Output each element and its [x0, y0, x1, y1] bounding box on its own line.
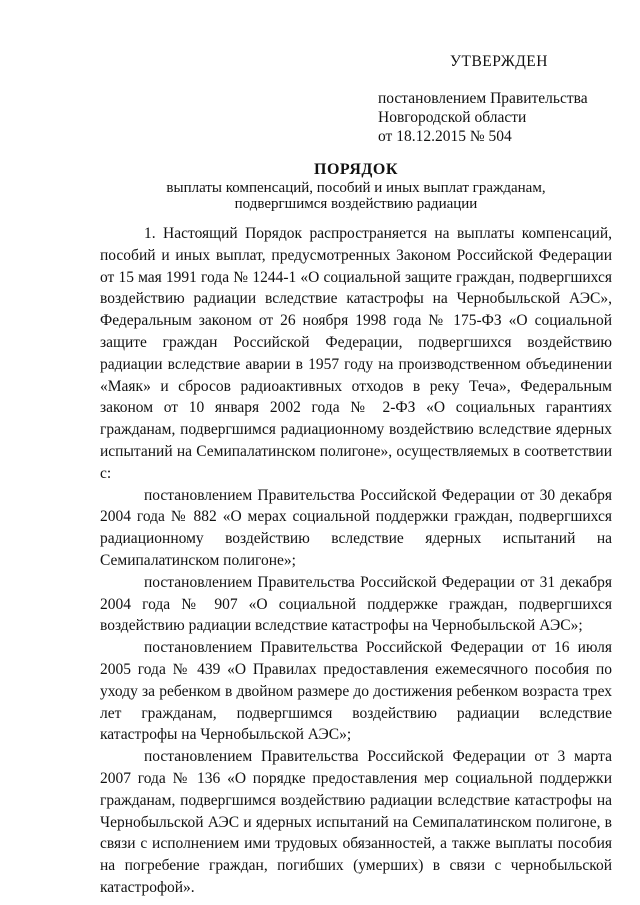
paragraph-3: постановлением Правительства Российской Федерации от 31 декабря 2004 года № 907 «О социальной поддержке граждан, подвергшихся воздействию радиации вследствие катастрофы на Чернобыльской АЭС»;: [100, 573, 612, 635]
paragraph-1: 1. Настоящий Порядок распространяется на выплаты компенсаций, пособий и иных выплат, предусмотренных Законом Российской Федерации от 15 мая 1991 года № 1244-1 «О социальной защите граждан, подвергшихся воздействию радиации вследствие катастрофы на Чернобыльской АЭС», Федеральным законом от 26 ноября 1998 года № 175-ФЗ «О социальной защите граждан Российской Федерации, подвергшихся воздействию радиации вследствие аварии в 1957 году на производственном объединении «Маяк» и сбросов радиоактивных отходов в реку Теча», Федеральным законом от 10 января 2002 года № 2-ФЗ «О социальных гарантиях гражданам, подвергшимся радиационному воздействию вследствие ядерных испытаний на Семипалатинском полигоне», осуществляемых в соответствии с:: [100, 225, 612, 482]
approval-line-1: постановлением Правительства: [378, 90, 588, 107]
document-subtitle-line-2: подвергшимся воздействию радиации: [234, 196, 478, 212]
document-header: [100, 160, 612, 212]
document-body: [100, 223, 612, 899]
approval-line-3: от 18.12.2015 № 504: [378, 128, 512, 145]
approval-heading: УТВЕРЖДЕН: [450, 53, 548, 70]
approval-line-2: Новгородской области: [378, 109, 527, 126]
document-title: ПОРЯДОК: [314, 161, 398, 178]
document-subtitle-line-1: выплаты компенсаций, пособий и иных выплат гражданам,: [166, 180, 546, 196]
paragraph-4: постановлением Правительства Российской Федерации от 16 июля 2005 года № 439 «О Правилах предоставления ежемесячного пособия по уходу за ребенком в двойном размере до достижения ребенком возраста трех лет гражданам, подвергшимся воздействию радиации вследствие катастрофы на Чернобыльской АЭС»;: [100, 639, 612, 744]
paragraph-5: постановлением Правительства Российской Федерации от 3 марта 2007 года № 136 «О порядке предоставления мер социальной поддержки гражданам, подвергшимся воздействию радиации вследствие катастрофы на Чернобыльской АЭС и ядерных испытаний на Семипалатинском полигоне, в связи с исполнением ими трудовых обязанностей, а также выплаты пособия на погребение граждан, погибших (умерших) в связи с чернобыльской катастрофой».: [100, 748, 612, 896]
approval-stamp: [378, 52, 628, 146]
paragraph-2: постановлением Правительства Российской Федерации от 30 декабря 2004 года № 882 «О мерах социальной поддержки граждан, подвергшихся радиационному воздействию вследствие ядерных испытаний на Семипалатинском полигоне»;: [100, 486, 612, 569]
